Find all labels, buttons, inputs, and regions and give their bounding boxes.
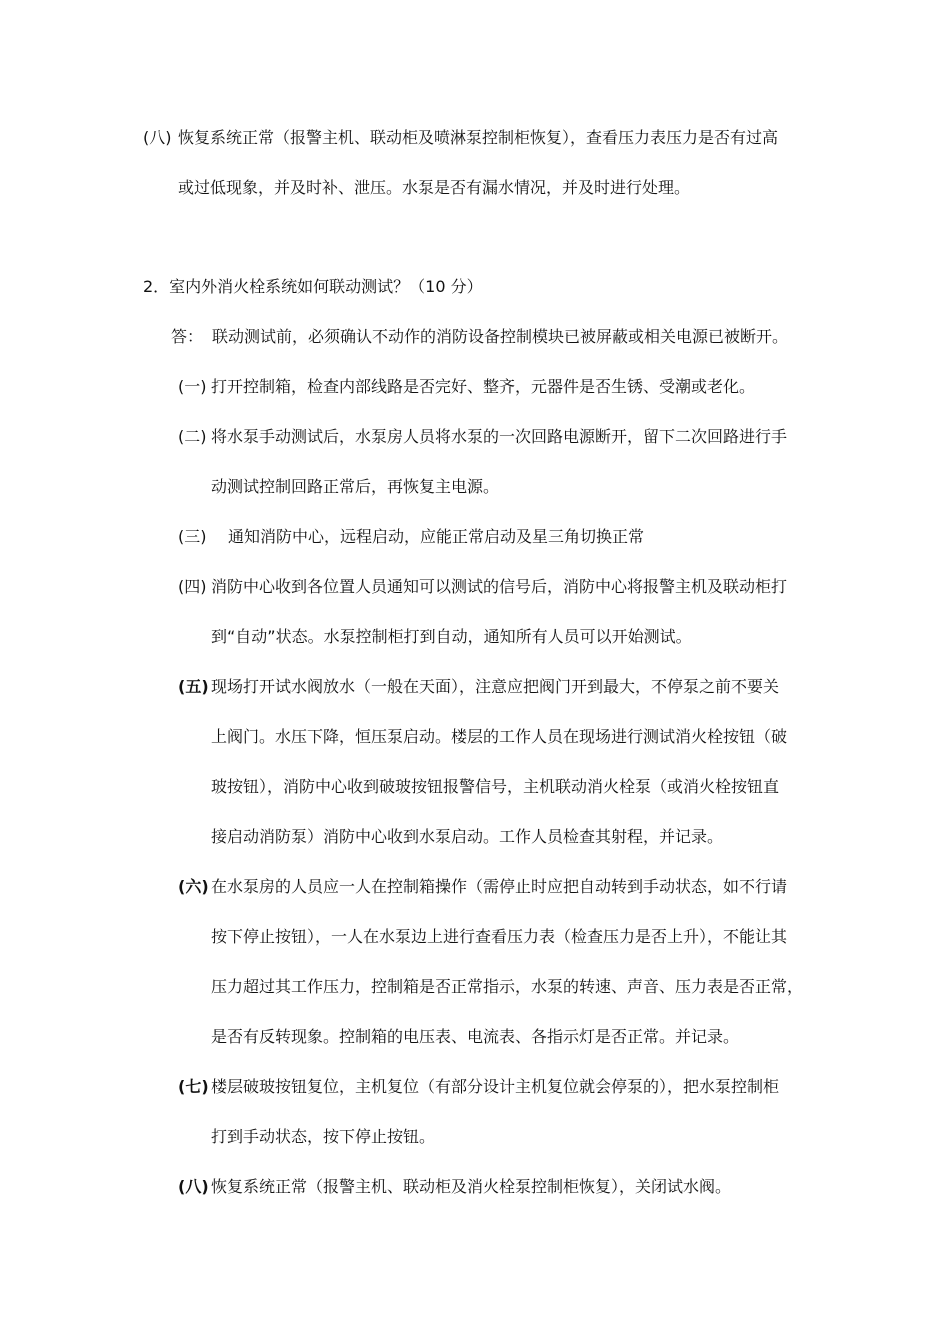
item-5-line: 接启动消防泵）消防中心收到水泵启动。工作人员检查其射程，并记录。 (211, 827, 724, 846)
item-label-8: (八) (178, 1177, 209, 1196)
item-7-line: 楼层破玻按钮复位，主机复位（有部分设计主机复位就会停泵的），把水泵控制柜 (211, 1077, 780, 1096)
answer-prefix: 答： (171, 327, 204, 346)
item-6-line: 压力超过其工作压力，控制箱是否正常指示，水泵的转速、声音、压力表是否正常， (211, 977, 804, 996)
prev-item-label: (八) (143, 128, 172, 147)
item-2-line: 动测试控制回路正常后，再恢复主电源。 (211, 477, 500, 496)
item-5-line: 现场打开试水阀放水（一般在天面），注意应把阀门开到最大，不停泵之前不要关 (211, 677, 780, 696)
item-label-5: (五) (178, 677, 209, 696)
item-label-2: (二) (178, 427, 207, 446)
item-6-line: 按下停止按钮），一人在水泵边上进行查看压力表（检查压力是否上升），不能让其 (211, 927, 788, 946)
item-label-7: (七) (178, 1077, 209, 1096)
item-8-line: 恢复系统正常（报警主机、联动柜及消火栓泵控制柜恢复），关闭试水阀。 (211, 1177, 732, 1196)
item-label-3: (三) (178, 527, 207, 546)
item-6-line: 是否有反转现象。控制箱的电压表、电流表、各指示灯是否正常。并记录。 (211, 1027, 740, 1046)
item-2-line: 将水泵手动测试后，水泵房人员将水泵的一次回路电源断开，留下二次回路进行手 (211, 427, 788, 446)
item-label-4: (四) (178, 577, 207, 596)
item-1-line: 打开控制箱，检查内部线路是否完好、整齐，元器件是否生锈、受潮或老化。 (211, 377, 756, 396)
item-3-line: 通知消防中心，远程启动，应能正常启动及星三角切换正常 (228, 527, 645, 546)
question-title: 2．室内外消火栓系统如何联动测试？（10 分） (143, 277, 483, 296)
prev-item-line: 或过低现象，并及时补、泄压。水泵是否有漏水情况，并及时进行处理。 (178, 178, 691, 197)
item-4-line: 消防中心收到各位置人员通知可以测试的信号后，消防中心将报警主机及联动柜打 (211, 577, 788, 596)
item-4-line: 到“自动”状态。水泵控制柜打到自动，通知所有人员可以开始测试。 (211, 627, 692, 646)
item-7-line: 打到手动状态，按下停止按钮。 (211, 1127, 436, 1146)
item-6-line: 在水泵房的人员应一人在控制箱操作（需停止时应把自动转到手动状态，如不行请 (211, 877, 788, 896)
prev-item-line: 恢复系统正常（报警主机、联动柜及喷淋泵控制柜恢复），查看压力表压力是否有过高 (178, 128, 779, 147)
item-label-6: (六) (178, 877, 209, 896)
item-5-line: 上阀门。水压下降，恒压泵启动。楼层的工作人员在现场进行测试消火栓按钮（破 (211, 727, 788, 746)
item-5-line: 玻按钮），消防中心收到破玻按钮报警信号，主机联动消火栓泵（或消火栓按钮直 (211, 777, 780, 796)
answer-intro: 联动测试前，必须确认不动作的消防设备控制模块已被屏蔽或相关电源已被断开。 (212, 327, 789, 346)
item-label-1: (一) (178, 377, 207, 396)
